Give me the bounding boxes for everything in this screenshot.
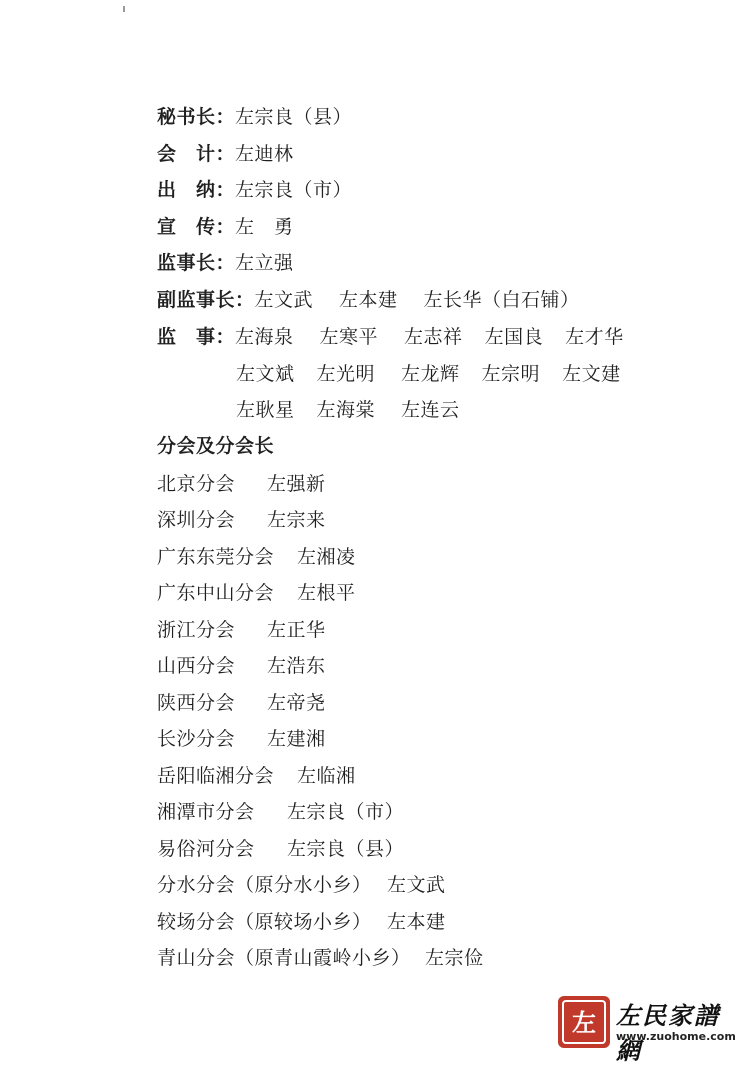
branch-row bbox=[157, 612, 326, 648]
supervisor-name: 左才华 bbox=[565, 326, 624, 348]
scan-mark bbox=[123, 6, 125, 12]
branch-head: 左帝尧 bbox=[267, 692, 326, 714]
officer-name: 左 勇 bbox=[235, 216, 294, 238]
supervisor-name: 左连云 bbox=[401, 399, 460, 421]
branch-row bbox=[157, 721, 326, 757]
branch-head: 左宗良（县） bbox=[287, 838, 405, 860]
branch-head: 左宗来 bbox=[267, 509, 326, 531]
supervisors-row bbox=[157, 319, 624, 355]
officer-label: 出 纳： bbox=[157, 179, 236, 201]
branch-head: 左文武 bbox=[387, 874, 446, 896]
branch-row bbox=[157, 867, 446, 903]
branch-head: 左正华 bbox=[267, 619, 326, 641]
branch-row bbox=[157, 831, 404, 867]
supervisor-name: 左宗明 bbox=[481, 363, 541, 385]
branch-head: 左建湘 bbox=[267, 728, 326, 750]
officer-label: 秘书长： bbox=[157, 106, 236, 128]
supervisors-label: 监 事： bbox=[157, 326, 236, 348]
branch-head: 左根平 bbox=[297, 582, 356, 604]
officer-chief-supervisor bbox=[157, 245, 294, 281]
branch-name: 岳阳临湘分会 bbox=[157, 765, 275, 787]
seal-logo-icon bbox=[556, 994, 612, 1050]
supervisor-name: 左耿星 bbox=[236, 399, 295, 421]
watermark-url: www.zuohome.com bbox=[616, 1030, 736, 1043]
officer-label: 会 计： bbox=[157, 143, 236, 165]
branch-row bbox=[157, 685, 326, 721]
branch-row bbox=[157, 575, 356, 611]
supervisor-name: 左国良 bbox=[484, 326, 544, 348]
branch-row bbox=[157, 466, 326, 502]
officer-deputy-supervisors bbox=[157, 282, 580, 318]
branch-head: 左浩东 bbox=[267, 655, 326, 677]
svg-text:左: 左 bbox=[572, 1008, 596, 1037]
supervisor-name: 左志祥 bbox=[404, 326, 463, 348]
branch-row bbox=[157, 794, 404, 830]
officer-accountant bbox=[157, 136, 294, 172]
officer-label: 副监事长： bbox=[157, 289, 255, 311]
officer-name: 左立强 bbox=[235, 252, 294, 274]
branch-name: 广东中山分会 bbox=[157, 582, 275, 604]
branch-name: 湘潭市分会 bbox=[157, 801, 255, 823]
branch-name: 山西分会 bbox=[157, 655, 236, 677]
officer-name: 左宗良（县） bbox=[235, 106, 353, 128]
supervisor-name: 左海棠 bbox=[316, 399, 376, 421]
branch-name: 广东东莞分会 bbox=[157, 546, 275, 568]
supervisors-row bbox=[236, 392, 460, 428]
branch-name: 深圳分会 bbox=[157, 509, 236, 531]
branch-row bbox=[157, 758, 356, 794]
branches-heading: 分会及分会长 bbox=[157, 435, 275, 457]
watermark-title: 左民家譜網 bbox=[616, 1001, 720, 1065]
branch-row bbox=[157, 904, 446, 940]
branch-name: 陕西分会 bbox=[157, 692, 236, 714]
branch-row bbox=[157, 539, 356, 575]
officer-name: 左宗良（市） bbox=[235, 179, 353, 201]
officer-label: 宣 传： bbox=[157, 216, 236, 238]
supervisors-row bbox=[236, 356, 621, 392]
branch-head: 左本建 bbox=[387, 911, 446, 933]
branch-head: 左宗俭 bbox=[425, 947, 484, 969]
branch-name: 较场分会（原较场小乡） bbox=[157, 911, 372, 933]
branch-row bbox=[157, 648, 326, 684]
officer-secretary bbox=[157, 99, 352, 135]
site-watermark bbox=[556, 994, 742, 1065]
branch-row bbox=[157, 502, 326, 538]
supervisor-name: 左光明 bbox=[316, 363, 376, 385]
officer-name: 左长华（白石铺） bbox=[423, 289, 580, 311]
branch-head: 左湘凌 bbox=[297, 546, 356, 568]
branch-name: 易俗河分会 bbox=[157, 838, 255, 860]
officer-name: 左本建 bbox=[339, 289, 398, 311]
branch-name: 分水分会（原分水小乡） bbox=[157, 874, 372, 896]
branch-name: 青山分会（原青山霞岭小乡） bbox=[157, 947, 411, 969]
branch-name: 长沙分会 bbox=[157, 728, 236, 750]
supervisor-name: 左龙辉 bbox=[401, 363, 460, 385]
branch-row bbox=[157, 940, 484, 976]
supervisor-name: 左寒平 bbox=[319, 326, 379, 348]
officer-name: 左迪林 bbox=[235, 143, 294, 165]
branch-head: 左宗良（市） bbox=[287, 801, 405, 823]
supervisor-name: 左文建 bbox=[562, 363, 621, 385]
supervisor-name: 左文斌 bbox=[236, 363, 295, 385]
officer-name: 左文武 bbox=[254, 289, 314, 311]
officer-publicity bbox=[157, 209, 294, 245]
officer-label: 监事长： bbox=[157, 252, 236, 274]
supervisor-name: 左海泉 bbox=[235, 326, 294, 348]
officer-cashier bbox=[157, 172, 352, 208]
branch-name: 浙江分会 bbox=[157, 619, 236, 641]
branch-head: 左临湘 bbox=[297, 765, 356, 787]
branch-name: 北京分会 bbox=[157, 473, 236, 495]
branch-head: 左强新 bbox=[267, 473, 326, 495]
